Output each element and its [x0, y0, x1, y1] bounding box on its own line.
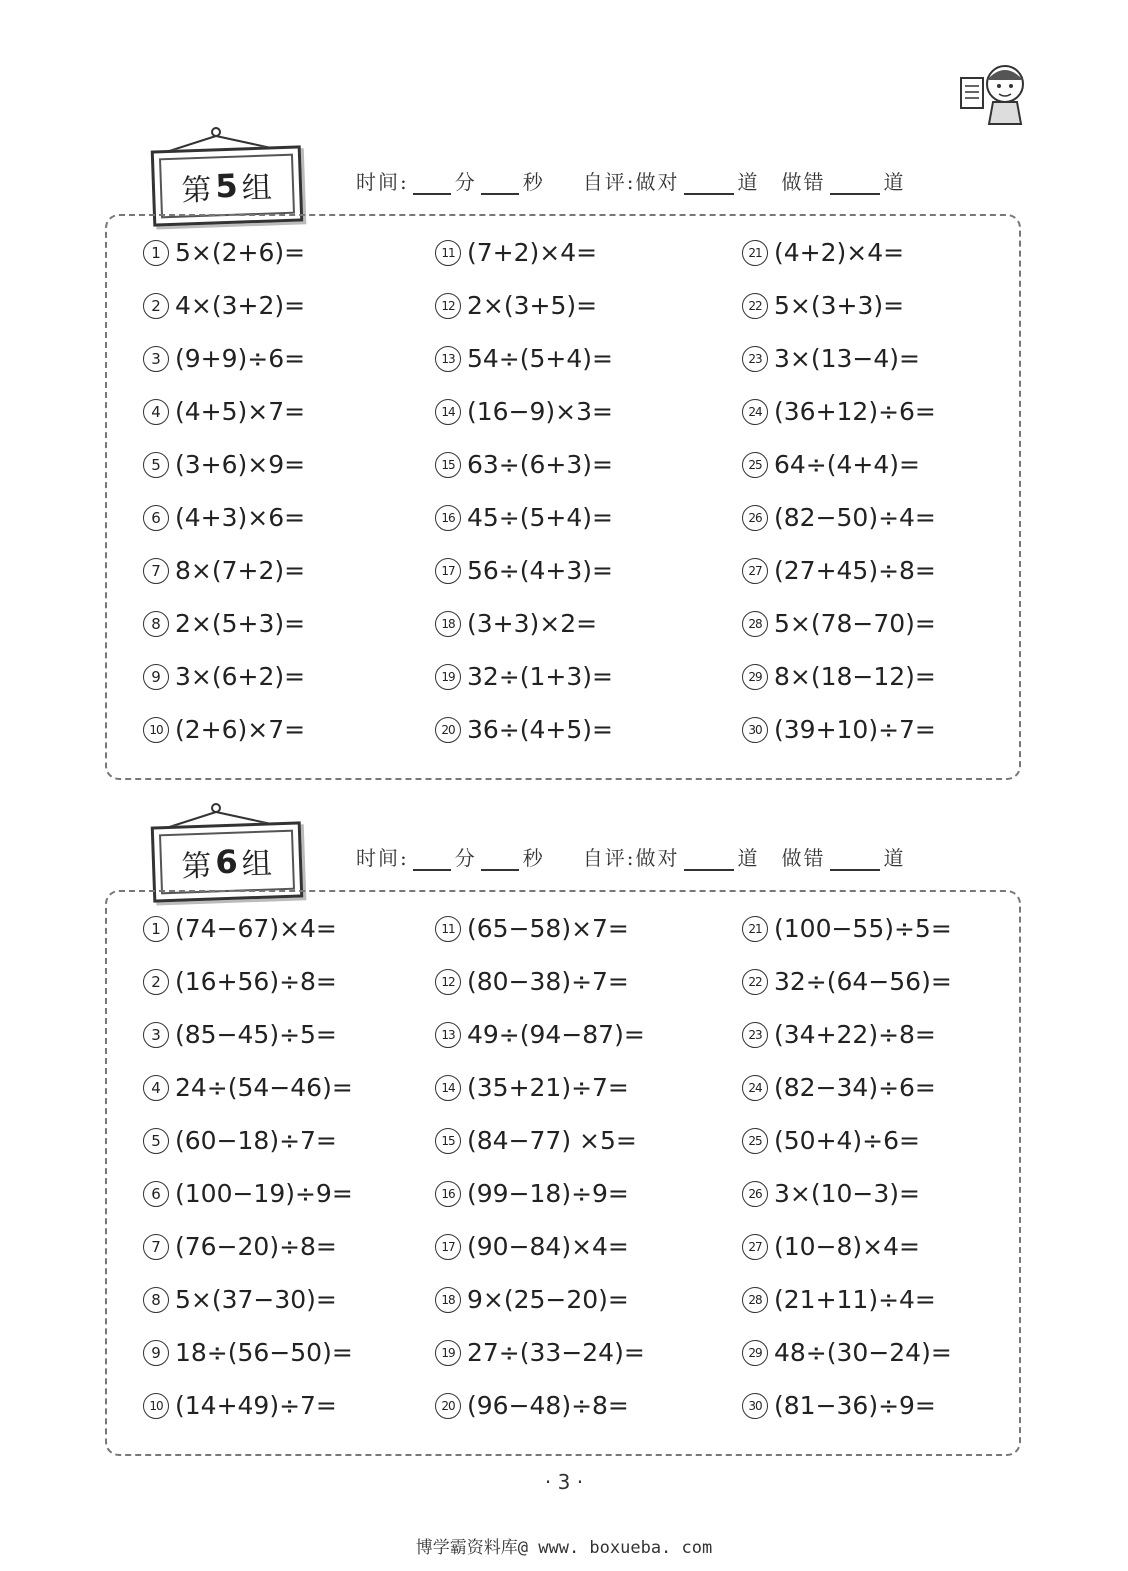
problem-item [143, 703, 305, 756]
problem-expression: (100−19)÷9= [175, 1179, 353, 1208]
problem-number: 25 [742, 1128, 768, 1154]
correct-label: 自评:做对 [582, 170, 680, 194]
group-number: 6 [214, 842, 240, 882]
group-title-suffix: 组 [241, 846, 274, 883]
problem-expression: (2+6)×7= [175, 715, 306, 744]
problem-number: 6 [143, 1181, 169, 1207]
seconds-label: 秒 [522, 170, 545, 194]
problem-number: 5 [143, 452, 169, 478]
problem-item [742, 1220, 952, 1273]
problem-number: 19 [435, 1340, 461, 1366]
problem-number: 18 [435, 1287, 461, 1313]
page-number: · 3 · [544, 1470, 584, 1494]
problem-expression: (27+45)÷8= [774, 556, 936, 585]
problem-item [143, 650, 305, 703]
problem-column-2 [435, 226, 613, 756]
problem-item [435, 1326, 645, 1379]
problem-number: 7 [143, 1234, 169, 1260]
problem-item [435, 902, 645, 955]
student-mascot-icon [955, 58, 1035, 130]
problem-number: 9 [143, 664, 169, 690]
problem-expression: (90−84)×4= [467, 1232, 629, 1261]
problem-number: 19 [435, 664, 461, 690]
problem-number: 26 [742, 1181, 768, 1207]
problem-item [143, 438, 305, 491]
problem-expression: 5×(78−70)= [774, 609, 936, 638]
problem-number: 7 [143, 558, 169, 584]
problem-expression: 2×(5+3)= [175, 609, 306, 638]
problem-item [143, 279, 305, 332]
problem-expression: (4+3)×6= [175, 503, 306, 532]
problem-item [435, 1273, 645, 1326]
group-title-suffix: 组 [241, 170, 274, 207]
problem-expression: (99−18)÷9= [467, 1179, 629, 1208]
problem-item [435, 332, 613, 385]
problem-number: 12 [435, 293, 461, 319]
problem-expression: (82−50)÷4= [774, 503, 936, 532]
problem-item [742, 544, 936, 597]
problem-item [742, 703, 936, 756]
problem-number: 3 [143, 1022, 169, 1048]
problem-item [435, 703, 613, 756]
wrong-label: 做错 [781, 170, 826, 194]
problem-column-1 [143, 226, 305, 756]
problem-item [435, 438, 613, 491]
problem-number: 8 [143, 611, 169, 637]
problem-expression: 24÷(54−46)= [175, 1073, 353, 1102]
problem-item [435, 1008, 645, 1061]
problem-expression: (85−45)÷5= [175, 1020, 337, 1049]
problem-expression: 3×(10−3)= [774, 1179, 920, 1208]
problem-number: 25 [742, 452, 768, 478]
problem-number: 1 [143, 916, 169, 942]
problem-expression: 9×(25−20)= [467, 1285, 629, 1314]
problem-item [435, 385, 613, 438]
problem-column-1 [143, 902, 353, 1432]
problem-expression: (10−8)×4= [774, 1232, 920, 1261]
problem-column-3 [742, 902, 952, 1432]
problem-expression: 56÷(4+3)= [467, 556, 613, 585]
problem-number: 1 [143, 240, 169, 266]
problem-number: 16 [435, 1181, 461, 1207]
problem-number: 8 [143, 1287, 169, 1313]
wrong-label: 做错 [781, 846, 826, 870]
wrong-count-blank[interactable] [830, 175, 880, 195]
problem-item [742, 1008, 952, 1061]
problem-expression: (3+3)×2= [467, 609, 598, 638]
problem-item [435, 1114, 645, 1167]
problem-item [435, 544, 613, 597]
problem-expression: 5×(2+6)= [175, 238, 306, 267]
problem-number: 17 [435, 1234, 461, 1260]
problem-item [143, 491, 305, 544]
problem-item [435, 650, 613, 703]
problem-item [143, 1061, 353, 1114]
problem-expression: 63÷(6+3)= [467, 450, 613, 479]
problem-expression: (7+2)×4= [467, 238, 598, 267]
problem-number: 2 [143, 293, 169, 319]
problem-item [742, 1326, 952, 1379]
correct-label: 自评:做对 [582, 846, 680, 870]
problem-number: 20 [435, 1393, 461, 1419]
group-title-prefix: 第 [180, 172, 214, 209]
problem-number: 26 [742, 505, 768, 531]
problem-expression: (96−48)÷8= [467, 1391, 629, 1420]
problem-number: 24 [742, 399, 768, 425]
problem-item [742, 1114, 952, 1167]
problem-item [143, 955, 353, 1008]
minutes-label: 分 [454, 846, 477, 870]
problem-number: 11 [435, 916, 461, 942]
problem-item [143, 1326, 353, 1379]
correct-unit: 道 [737, 846, 760, 870]
problem-number: 5 [143, 1128, 169, 1154]
problem-expression: 4×(3+2)= [175, 291, 306, 320]
problem-item [742, 1167, 952, 1220]
problem-item [143, 597, 305, 650]
problem-expression: 8×(18−12)= [774, 662, 936, 691]
problem-expression: (16−9)×3= [467, 397, 613, 426]
problem-expression: 45÷(5+4)= [467, 503, 613, 532]
problem-number: 13 [435, 1022, 461, 1048]
problem-expression: (84−77) ×5= [467, 1126, 637, 1155]
problem-item [143, 1379, 353, 1432]
problem-expression: (35+21)÷7= [467, 1073, 629, 1102]
wrong-unit: 道 [883, 846, 906, 870]
problem-item [742, 1061, 952, 1114]
problem-expression: 18÷(56−50)= [175, 1338, 353, 1367]
group-number: 5 [214, 166, 240, 206]
problem-item [742, 1379, 952, 1432]
problem-number: 10 [143, 717, 169, 743]
problem-expression: 54÷(5+4)= [467, 344, 613, 373]
problem-expression: 32÷(1+3)= [467, 662, 613, 691]
problem-item [435, 279, 613, 332]
problem-expression: (82−34)÷6= [774, 1073, 936, 1102]
problem-item [742, 226, 936, 279]
problems-box [105, 890, 1021, 1456]
problem-expression: 2×(3+5)= [467, 291, 598, 320]
problem-item [143, 1114, 353, 1167]
minutes-blank[interactable] [413, 851, 451, 871]
problem-number: 28 [742, 611, 768, 637]
minutes-label: 分 [454, 170, 477, 194]
problem-expression: (16+56)÷8= [175, 967, 337, 996]
problem-expression: 48÷(30−24)= [774, 1338, 952, 1367]
problem-item [742, 597, 936, 650]
problem-number: 11 [435, 240, 461, 266]
problem-number: 21 [742, 916, 768, 942]
problem-item [143, 1167, 353, 1220]
problem-item [742, 385, 936, 438]
problem-number: 22 [742, 293, 768, 319]
problem-number: 3 [143, 346, 169, 372]
wrong-count-blank[interactable] [830, 851, 880, 871]
problem-number: 15 [435, 1128, 461, 1154]
time-and-self-evaluation [356, 842, 906, 871]
problem-number: 14 [435, 1075, 461, 1101]
group-title-prefix: 第 [180, 848, 214, 885]
problem-number: 23 [742, 1022, 768, 1048]
wrong-unit: 道 [883, 170, 906, 194]
problem-number: 13 [435, 346, 461, 372]
problem-expression: (4+2)×4= [774, 238, 905, 267]
problem-expression: (34+22)÷8= [774, 1020, 936, 1049]
time-and-self-evaluation [356, 166, 906, 195]
problem-expression: 3×(6+2)= [175, 662, 306, 691]
time-label: 时间: [356, 846, 409, 870]
problem-number: 4 [143, 1075, 169, 1101]
problem-expression: 49÷(94−87)= [467, 1020, 645, 1049]
problem-item [435, 955, 645, 1008]
problem-expression: 64÷(4+4)= [774, 450, 920, 479]
problem-item [742, 279, 936, 332]
problem-item [143, 385, 305, 438]
problem-number: 21 [742, 240, 768, 266]
problem-expression: (36+12)÷6= [774, 397, 936, 426]
problem-expression: (100−55)÷5= [774, 914, 952, 943]
problem-item [742, 491, 936, 544]
problem-expression: (81−36)÷9= [774, 1391, 936, 1420]
seconds-blank[interactable] [481, 175, 519, 195]
problem-item [435, 226, 613, 279]
problem-item [742, 902, 952, 955]
problem-item [143, 1273, 353, 1326]
problem-number: 27 [742, 1234, 768, 1260]
problem-expression: (21+11)÷4= [774, 1285, 936, 1314]
problem-number: 29 [742, 1340, 768, 1366]
problem-expression: (65−58)×7= [467, 914, 629, 943]
problem-column-3 [742, 226, 936, 756]
problem-number: 24 [742, 1075, 768, 1101]
problem-number: 10 [143, 1393, 169, 1419]
problem-number: 16 [435, 505, 461, 531]
problem-item [143, 226, 305, 279]
problem-expression: 32÷(64−56)= [774, 967, 952, 996]
problem-item [143, 332, 305, 385]
problem-expression: (14+49)÷7= [175, 1391, 337, 1420]
problem-item [435, 491, 613, 544]
problem-number: 30 [742, 1393, 768, 1419]
problem-item [742, 1273, 952, 1326]
correct-unit: 道 [737, 170, 760, 194]
problem-number: 15 [435, 452, 461, 478]
problem-expression: 5×(3+3)= [774, 291, 905, 320]
problem-number: 12 [435, 969, 461, 995]
problem-item [435, 597, 613, 650]
problem-item [742, 955, 952, 1008]
problem-expression: (3+6)×9= [175, 450, 306, 479]
problem-expression: (4+5)×7= [175, 397, 306, 426]
problem-expression: (60−18)÷7= [175, 1126, 337, 1155]
problem-expression: (76−20)÷8= [175, 1232, 337, 1261]
time-label: 时间: [356, 170, 409, 194]
problem-expression: (9+9)÷6= [175, 344, 306, 373]
problem-number: 20 [435, 717, 461, 743]
problem-number: 4 [143, 399, 169, 425]
seconds-blank[interactable] [481, 851, 519, 871]
problem-number: 14 [435, 399, 461, 425]
footer-watermark: 博学霸资料库@ www. boxueba. com [415, 1538, 713, 1558]
problem-number: 18 [435, 611, 461, 637]
problem-expression: (80−38)÷7= [467, 967, 629, 996]
problem-expression: 8×(7+2)= [175, 556, 306, 585]
problem-expression: 27÷(33−24)= [467, 1338, 645, 1367]
problem-item [143, 1220, 353, 1273]
problem-expression: (39+10)÷7= [774, 715, 936, 744]
problem-item [143, 902, 353, 955]
problem-number: 30 [742, 717, 768, 743]
problem-number: 2 [143, 969, 169, 995]
problem-item [435, 1061, 645, 1114]
problem-item [742, 438, 936, 491]
problem-expression: (74−67)×4= [175, 914, 337, 943]
minutes-blank[interactable] [413, 175, 451, 195]
correct-count-blank[interactable] [684, 175, 734, 195]
problem-expression: 3×(13−4)= [774, 344, 920, 373]
problem-column-2 [435, 902, 645, 1432]
problem-item [435, 1167, 645, 1220]
problem-item [143, 544, 305, 597]
problem-item [742, 650, 936, 703]
problem-number: 23 [742, 346, 768, 372]
problem-number: 22 [742, 969, 768, 995]
problem-item [435, 1379, 645, 1432]
problem-number: 29 [742, 664, 768, 690]
problem-number: 9 [143, 1340, 169, 1366]
correct-count-blank[interactable] [684, 851, 734, 871]
problem-number: 27 [742, 558, 768, 584]
problem-item [143, 1008, 353, 1061]
problem-item [435, 1220, 645, 1273]
problem-expression: (50+4)÷6= [774, 1126, 920, 1155]
problem-number: 6 [143, 505, 169, 531]
problem-expression: 36÷(4+5)= [467, 715, 613, 744]
problem-item [742, 332, 936, 385]
problem-number: 28 [742, 1287, 768, 1313]
problems-box [105, 214, 1021, 780]
problem-number: 17 [435, 558, 461, 584]
seconds-label: 秒 [522, 846, 545, 870]
problem-expression: 5×(37−30)= [175, 1285, 337, 1314]
